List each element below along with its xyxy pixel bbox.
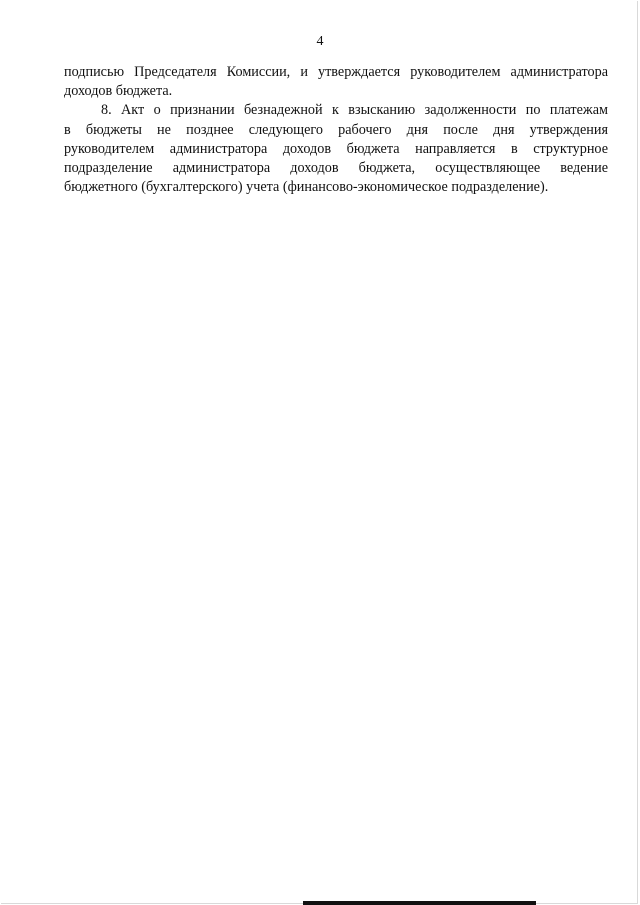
text-line: подписью Председателя Комиссии, и утверждается руководителем администратора <box>64 64 608 80</box>
page-number: 4 <box>316 34 324 49</box>
text-line: бюджетного (бухгалтерского) учета (финансово-экономическое подразделение). <box>64 179 549 196</box>
scan-edge-mark <box>303 901 536 905</box>
text-line: доходов бюджета. <box>64 83 173 100</box>
paragraph-continuation <box>64 63 608 101</box>
text-line: подразделение администратора доходов бюджета, осуществляющее ведение <box>64 159 608 176</box>
text-line: в бюджеты не позднее следующего рабочего дня после дня утверждения <box>64 121 608 138</box>
text-line: 8. Акт о признании безнадежной к взысканию задолженности по платежам <box>101 102 608 119</box>
paragraph-item-8 <box>64 101 608 197</box>
text-line: руководителем администратора доходов бюджета направляется в структурное <box>64 140 608 157</box>
document-body <box>64 63 608 197</box>
